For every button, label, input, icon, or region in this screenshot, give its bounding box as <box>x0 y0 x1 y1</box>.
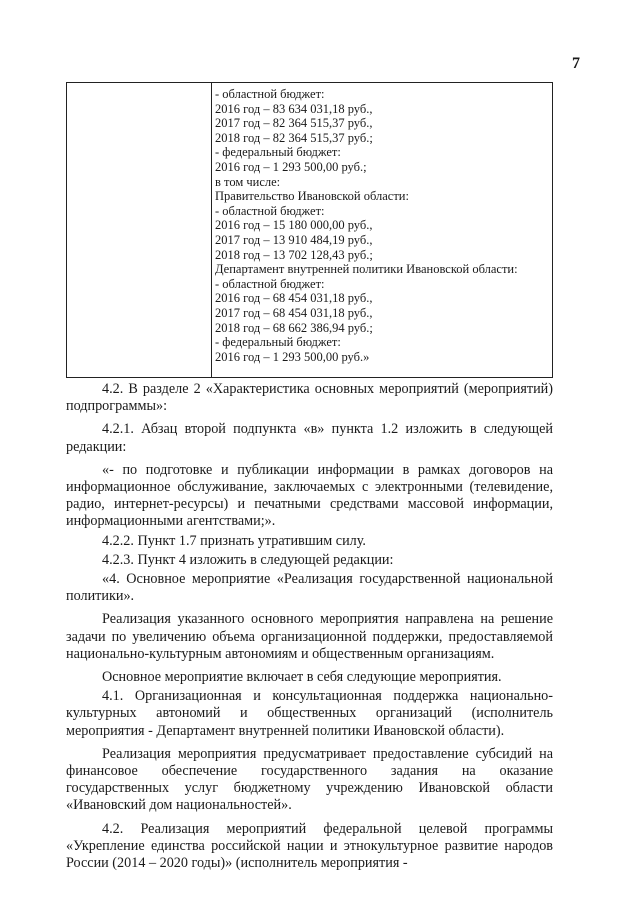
budget-table <box>66 82 553 378</box>
table-line: Правительство Ивановской области: <box>215 189 409 204</box>
table-line: 2016 год – 1 293 500,00 руб.; <box>215 159 367 174</box>
page-number: 7 <box>572 55 580 72</box>
paragraph-implementation: Реализация указанного основного мероприятия направлена на решение задачи по увеличению объема организационной поддержки, предоставляемой национально-культурным автономиям и общественным организациям. <box>66 611 553 662</box>
table-line: 2018 год – 13 702 128,43 руб.; <box>215 247 373 262</box>
table-line: 2016 год – 1 293 500,00 руб.» <box>215 349 370 364</box>
paragraph-4-2-2: 4.2.2. Пункт 1.7 признать утратившим силу. <box>102 532 366 549</box>
paragraph-includes: Основное мероприятие включает в себя следующие мероприятия. <box>102 669 502 686</box>
paragraph-federal-program: 4.2. Реализация мероприятий федеральной целевой программы «Укрепление единства российской нации и этнокультурное развитие народов России (2014 – 2020 годы)» (исполнитель мероприятия - <box>66 820 553 872</box>
table-right-cell <box>212 83 552 377</box>
paragraph-quote-info: «- по подготовке и публикации информации в рамках договоров на информационное обслуживание, заключаемых с электронными (телевидение, радио, интернет-ресурсы) и печатными средствами массовой информации, информационными агентствами;». <box>66 461 553 530</box>
table-line: 2017 год – 13 910 484,19 руб., <box>215 232 373 247</box>
table-line: Департамент внутренней политики Ивановской области: <box>215 262 518 277</box>
table-line: - областной бюджет: <box>215 276 325 291</box>
paragraph-4-2-3: 4.2.3. Пункт 4 изложить в следующей редакции: <box>102 551 394 568</box>
table-line: - федеральный бюджет: <box>215 145 341 160</box>
table-line: - областной бюджет: <box>215 87 325 101</box>
table-line: 2016 год – 68 454 031,18 руб., <box>215 291 373 306</box>
document-body <box>66 381 553 872</box>
paragraph-4-1: 4.1. Организационная и консультационная поддержка национально-культурных автономий и общественных организаций (исполнитель мероприятия - Департамент внутренней политики Ивановской области). <box>66 688 553 739</box>
table-line: 2016 год – 15 180 000,00 руб., <box>215 218 373 233</box>
table-line: 2018 год – 82 364 515,37 руб.; <box>215 130 373 145</box>
paragraph-4-2-1: 4.2.1. Абзац второй подпункта «в» пункта 1.2 изложить в следующей редакции: <box>66 421 553 455</box>
table-line: - федеральный бюджет: <box>215 335 341 350</box>
table-line: - областной бюджет: <box>215 203 325 218</box>
table-line: 2017 год – 82 364 515,37 руб., <box>215 116 373 131</box>
table-line: 2016 год – 83 634 031,18 руб., <box>215 101 373 116</box>
paragraph-4-2: 4.2. В разделе 2 «Характеристика основных мероприятий (мероприятий) подпрограммы»: <box>66 381 553 415</box>
paragraph-subsidies: Реализация мероприятия предусматривает предоставление субсидий на финансовое обеспечение государственного задания на оказание государственных услуг бюджетному учреждению Ивановской области «Ивановский дом национальностей». <box>66 745 553 814</box>
table-line: 2017 год – 68 454 031,18 руб., <box>215 305 373 320</box>
table-left-cell <box>67 83 212 377</box>
table-line: в том числе: <box>215 174 281 189</box>
table-line: 2018 год – 68 662 386,94 руб.; <box>215 320 373 335</box>
paragraph-main-activity: «4. Основное мероприятие «Реализация государственной национальной политики». <box>66 571 553 605</box>
